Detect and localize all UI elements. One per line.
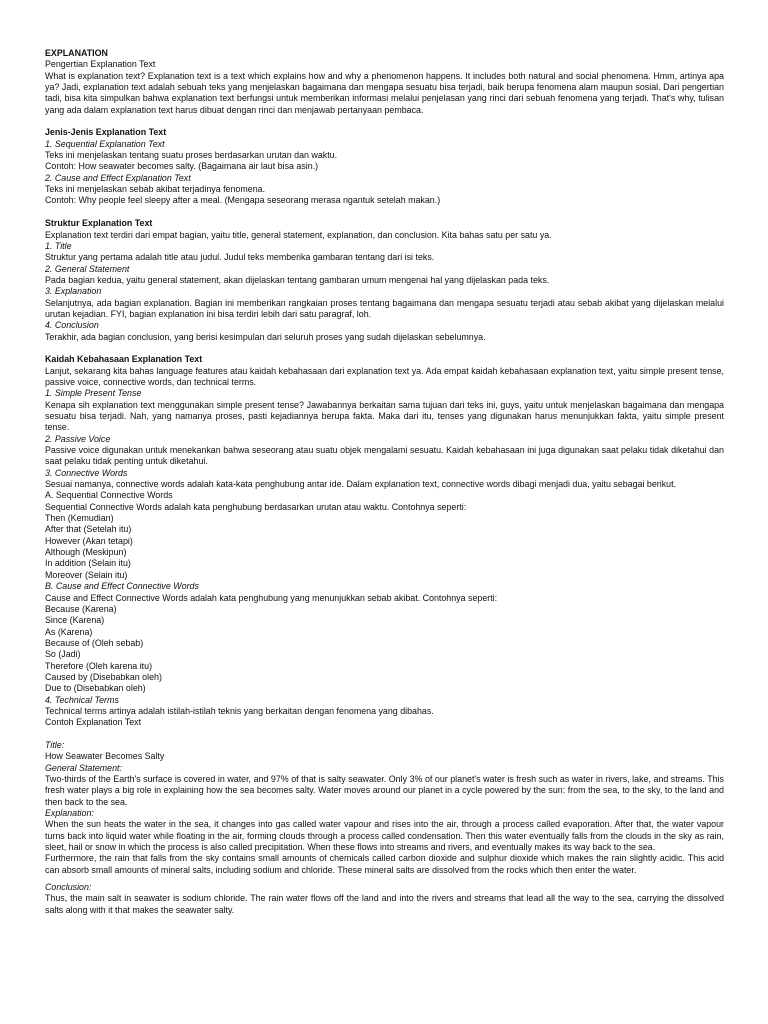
struktur-general-statement-desc: Pada bagian kedua, yaitu general statement, akan dijelaskan tentang gambaran umum mengenai hal yang dijelaskan pada teks. xyxy=(45,274,550,285)
list-item: Therefore (Oleh karena itu) xyxy=(45,660,153,671)
example-conclusion-label: Conclusion: xyxy=(45,882,92,893)
struktur-intro: Explanation text terdiri dari empat bagian, yaitu title, general statement, explanation, dan conclusion. Kita bahas satu per satu ya. xyxy=(45,229,552,240)
spacer xyxy=(45,729,724,740)
list-item: After that (Setelah itu) xyxy=(45,524,132,535)
kaidah-simple-present-desc: Kenapa sih explanation text menggunakan simple present tense? Jawabannya berkaitan sama tujuan dari teks ini, guys, yaitu untuk menjelaskan bagaimana dan mengapa sesuatu bisa terjadi. Nah, yang namanya proses, pasti kejadiannya berupa fakta. Maka dari itu, tenses yang digunakan harus menunjukkan fakta, yaitu simple present tense. xyxy=(45,399,724,433)
example-title-label: Title: xyxy=(45,739,65,750)
list-item: In addition (Selain itu) xyxy=(45,558,131,569)
kaidah-connective-label: 3. Connective Words xyxy=(45,467,128,478)
spacer xyxy=(45,343,724,354)
document-title: EXPLANATION xyxy=(45,48,108,58)
struktur-title-label: 1. Title xyxy=(45,240,72,251)
list-item: Due to (Disebabkan oleh) xyxy=(45,683,146,694)
sequential-connective-title: A. Sequential Connective Words xyxy=(45,490,173,501)
example-explanation-paragraph-1: When the sun heats the water in the sea, it changes into gas called water vapour and rises into the air, through a process called evaporation. After that, the water vapour turns back into liquid water while floating in the air, forming clouds through a process called condensation. Then this water eventually falls from the clouds in the sky as rain, sleet, hail or snow in which the process is also called precipitation. When these flows into streams and rivers, and eventually makes its way back to the sea. xyxy=(45,819,724,853)
struktur-title-desc: Struktur yang pertama adalah title atau judul. Judul teks memberika gambaran tentang dari isi teks. xyxy=(45,252,435,263)
kaidah-passive-voice-desc: Passive voice digunakan untuk menekankan bahwa seseorang atau suatu objek mengalami sesuatu. Kaidah kebahasaan ini juga digunakan saat pelaku tidak diketahui dan saat pelaku tidak penting untuk diketahui. xyxy=(45,445,724,467)
list-item: Moreover (Selain itu) xyxy=(45,569,128,580)
spacer xyxy=(45,116,724,127)
struktur-explanation-label: 3. Explanation xyxy=(45,286,102,297)
example-general-statement-text: Two-thirds of the Earth's surface is covered in water, and 97% of that is salty seawater. Only 3% of our planet's water is fresh such as water in rivers, lake, and streams. This fresh water plays a big role in explaining how the sea becomes salty. Water moves around our planet in a cycle powered by the sun: from the sea, to the sky, to the land and then back to the sea. xyxy=(45,774,724,807)
cause-effect-connective-title: B. Cause and Effect Connective Words xyxy=(45,581,199,592)
jenis-type1-title: 1. Sequential Explanation Text xyxy=(45,138,165,149)
kaidah-passive-voice-label: 2. Passive Voice xyxy=(45,433,111,444)
list-item: Because of (Oleh sebab) xyxy=(45,637,144,648)
list-item: Then (Kemudian) xyxy=(45,513,114,524)
sequential-connective-desc: Sequential Connective Words adalah kata penghubung berdasarkan urutan atau waktu. Contohnya seperti: xyxy=(45,501,467,512)
list-item: Although (Meskipun) xyxy=(45,547,127,558)
kaidah-technical-terms-desc: Technical terms artinya adalah istilah-istilah teknis yang berkaitan dengan fenomena yang dibahas. xyxy=(45,705,434,716)
example-title-value: How Seawater Becomes Salty xyxy=(45,751,165,762)
list-item: As (Karena) xyxy=(45,626,93,637)
cause-effect-connective-desc: Cause and Effect Connective Words adalah kata penghubung yang menunjukkan sebab akibat. Contohnya seperti: xyxy=(45,592,498,603)
jenis-type2-desc: Teks ini menjelaskan sebab akibat terjadinya fenomena. xyxy=(45,184,266,195)
kaidah-connective-desc: Sesuai namanya, connective words adalah kata-kata penghubung antar ide. Dalam explanation text, connective words dibagi menjadi dua, yaitu sebagai berikut. xyxy=(45,479,677,490)
struktur-explanation-desc: Selanjutnya, ada bagian explanation. Bagian ini memberikan rangkaian proses tentang bagaimana dan mengapa sesuatu terjadi atau sebab akibat yang dijelaskan melalui urutan kejadian. FYI, bagian explanation ini bisa terdiri lebih dari satu paragraf, loh. xyxy=(45,297,724,319)
struktur-conclusion-label: 4. Conclusion xyxy=(45,320,99,331)
list-item: Because (Karena) xyxy=(45,603,117,614)
list-item: Since (Karena) xyxy=(45,615,105,626)
list-item: Caused by (Disebabkan oleh) xyxy=(45,671,162,682)
example-explanation-paragraph-2: Furthermore, the rain that falls from the sky contains small amounts of chemicals called carbon dioxide and sulphur dioxide which makes the rain slightly acidic. This acid can absorb small amounts of mineral salts, including sodium and chloride. These mineral salts are dissolved from the rocks which then enter the water. xyxy=(45,853,724,875)
example-explanation-label: Explanation: xyxy=(45,808,94,819)
list-item: However (Akan tetapi) xyxy=(45,535,133,546)
example-heading: Contoh Explanation Text xyxy=(45,717,142,728)
example-conclusion-text: Thus, the main salt in seawater is sodium chloride. The rain water flows off the land and into the rivers and streams that lead all the way to the sea, carrying the dissolved salts along with it that makes the seawater salty. xyxy=(45,893,724,915)
kaidah-intro: Lanjut, sekarang kita bahas language features atau kaidah kebahasaan dari explanation text ya. Ada empat kaidah kebahasaan explanation text, yaitu simple present tense, passive voice, connective words, dan technical terms. xyxy=(45,365,724,387)
jenis-type1-example: Contoh: How seawater becomes salty. (Bagaimana air laut bisa asin.) xyxy=(45,161,319,172)
spacer xyxy=(45,207,724,218)
jenis-heading: Jenis-Jenis Explanation Text xyxy=(45,127,167,138)
kaidah-technical-terms-label: 4. Technical Terms xyxy=(45,694,119,705)
example-general-statement-label: General Statement: xyxy=(45,762,122,773)
intro-subtitle: Pengertian Explanation Text xyxy=(45,59,156,70)
struktur-conclusion-desc: Terakhir, ada bagian conclusion, yang berisi kesimpulan dari seluruh proses yang sudah dijelaskan sebelumnya. xyxy=(45,331,486,342)
jenis-type1-desc: Teks ini menjelaskan tentang suatu proses berdasarkan urutan dan waktu. xyxy=(45,150,338,161)
jenis-type2-title: 2. Cause and Effect Explanation Text xyxy=(45,172,191,183)
struktur-general-statement-label: 2. General Statement xyxy=(45,263,130,274)
intro-paragraph: What is explanation text? Explanation text is a text which explains how and why a phenomenon happens. It includes both natural and social phenomena. Hmm, artinya apa ya? Jadi, explanation text adalah sebuah teks yang menjelaskan bagaimana dan mengapa sesuatu bisa terjadi, baik berupa fenomena alam maupun sosial. Dari pengertian tadi, bisa kita simpulkan bahwa explanation text berfungsi untuk memberikan informasi melalui penjelasan yang rinci dari sebuah fenomena yang terjadi. That's why, tulisan yang ada dalam explanation text harus dibuat dengan rinci dan menjawab pertanyaan pembaca. xyxy=(45,70,724,115)
kaidah-heading: Kaidah Kebahasaan Explanation Text xyxy=(45,354,203,365)
struktur-heading: Struktur Explanation Text xyxy=(45,218,153,229)
jenis-type2-example: Contoh: Why people feel sleepy after a meal. (Mengapa seseorang merasa ngantuk setelah makan.) xyxy=(45,195,441,206)
kaidah-simple-present-label: 1. Simple Present Tense xyxy=(45,388,142,399)
list-item: So (Jadi) xyxy=(45,649,81,660)
